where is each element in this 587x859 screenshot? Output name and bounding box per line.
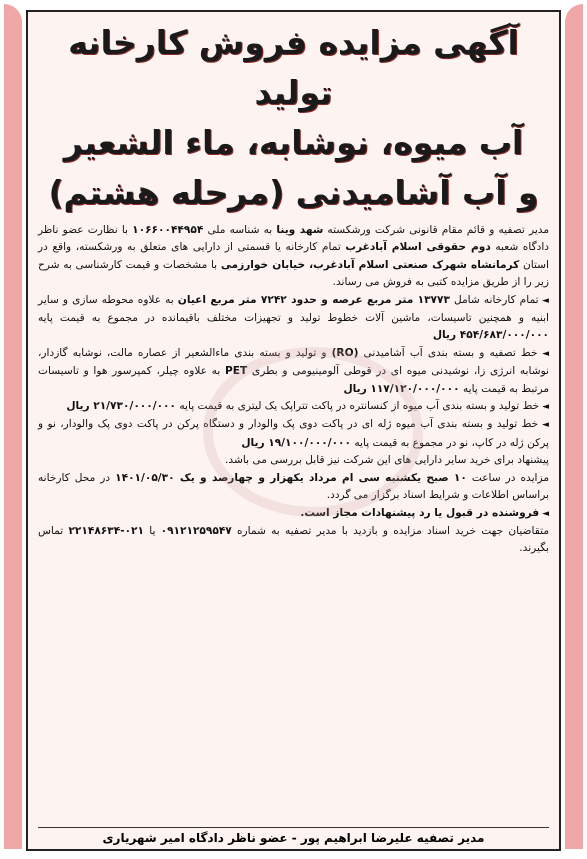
factory-location: کرمانشاه شهرک صنعتی اسلام آبادغرب، خیابان خوارزمی xyxy=(220,258,520,271)
court-name: دوم حقوقی اسلام آبادغرب xyxy=(345,241,491,254)
item-text: خط تولید و بسته بندی آب میوه ژله ای در پاکت دوی پک والودار و دستگاه پرکن در پاکت دوی پک والودار، نو و پرکن ژله در کاپ، نو در مجموع به قیمت پایه xyxy=(38,418,549,449)
item-2 xyxy=(38,345,549,398)
offers-note: پیشنهاد برای خرید سایر دارایی های این شرکت نیز قابل بررسی می باشد. xyxy=(225,454,549,467)
intro-text: به شناسه ملی xyxy=(203,224,277,236)
title-line-1: آگهی مزایده فروش کارخانه تولید xyxy=(68,23,519,112)
item-ro: (RO) xyxy=(331,346,359,359)
phone-landline: ۰۲۱-۲۲۱۴۸۶۳۴ xyxy=(68,524,144,537)
seller-text: فروشنده در قبول یا رد پیشنهادات مجاز است. xyxy=(300,506,540,519)
item-text: و تولید و بسته بندی ماءالشعیر از عصاره مالت، نوشابه گازدار، نوشابه انرژی زا، نوشیدنی میوه ای در قوطی آلومینیومی و بطری xyxy=(38,346,549,378)
item-price: ۱۹/۱۰۰/۰۰۰/۰۰۰ ریال xyxy=(241,436,351,449)
item-3 xyxy=(38,398,549,416)
company-name: شهد وینا xyxy=(276,224,324,236)
contact-text: یا xyxy=(144,524,161,537)
item-price: ۴۵۴/۶۸۳/۰۰۰/۰۰۰ ریال xyxy=(432,329,549,342)
contact-text: متقاضیان جهت خرید اسناد مزایده و بازدید با مدیر تصفیه به شماره xyxy=(231,524,549,537)
left-decorative-stripe xyxy=(4,30,22,849)
item-price: ۱۱۷/۱۲۰/۰۰۰/۰۰۰ ریال xyxy=(343,382,460,395)
item-text: خط تولید و بسته بندی آب میوه از کنسانتره در پاکت تتراپک یک لیتری به قیمت پایه xyxy=(175,400,540,413)
item-pet: PET xyxy=(225,365,248,378)
seller-note xyxy=(38,505,549,523)
item-text: خط تصفیه و بسته بندی آب آشامیدنی xyxy=(358,346,538,359)
intro-text: با مشخصات و قیمت کارشناسی به شرح زیر را از طریق مزایده کتبی به فروش می رساند. xyxy=(38,258,549,289)
item-text: به علاوه چیلر، کمپرسور هوا و تاسیسات مرتبط به قیمت پایه xyxy=(38,365,549,395)
notice-frame xyxy=(26,10,561,851)
right-decorative-stripe xyxy=(565,30,583,849)
item-price: ۲۱/۷۳۰/۰۰۰/۰۰۰ ریال xyxy=(66,400,176,413)
notice-body xyxy=(38,222,549,558)
signature-line: مدیر تصفیه علیرضا ابراهیم پور - عضو ناظر دادگاه امیر شهریاری xyxy=(38,827,549,845)
item-text: تمام کارخانه شامل xyxy=(449,293,539,306)
auction-date: ۱۰ صبح یکشنبه سی ام مرداد یکهزار و چهارصد و یک ۱۴۰۱/۰۵/۳۰ xyxy=(115,471,467,484)
notice-title xyxy=(38,18,549,218)
item-text: به علاوه محوطه سازی و سایر ابنیه و همچنین تاسیسات، ماشین آلات خطوط تولید و تجهیزات مختلف باقیمانده در مجموع به قیمت پایه xyxy=(38,293,549,325)
date-text: مزایده در ساعت xyxy=(466,471,549,484)
intro-text: مدیر تصفیه و قائم مقام قانونی شرکت ورشکسته xyxy=(323,224,550,236)
national-id: ۱۰۶۶۰۰۴۴۹۵۴ xyxy=(132,224,204,236)
title-line-3: و آب آشامیدنی (مرحله هشتم) xyxy=(48,173,539,212)
item-4 xyxy=(38,416,549,452)
auction-date-paragraph xyxy=(38,470,549,505)
item-1 xyxy=(38,292,549,345)
intro-text: با نظارت عضو ناظر دادگاه شعبه xyxy=(38,224,549,254)
date-text: در محل کارخانه براساس اطلاعات و شرایط اسناد برگزار می گردد. xyxy=(38,471,549,502)
intro-paragraph xyxy=(38,222,549,292)
contact-text: تماس بگیرند. xyxy=(38,524,549,555)
item-area: ۱۳۷۷۳ متر مربع عرصه و حدود ۷۲۴۲ متر مربع اعیان xyxy=(177,293,450,306)
intro-text: تمام کارخانه یا قسمتی از دارایی های متعلق به ورشکسته، واقع در استان xyxy=(38,241,549,271)
phone-mobile: ۰۹۱۲۱۲۵۹۵۴۷ xyxy=(160,524,232,537)
title-line-2: آب میوه، نوشابه، ماء الشعیر xyxy=(63,123,524,162)
contact-paragraph xyxy=(38,523,549,558)
